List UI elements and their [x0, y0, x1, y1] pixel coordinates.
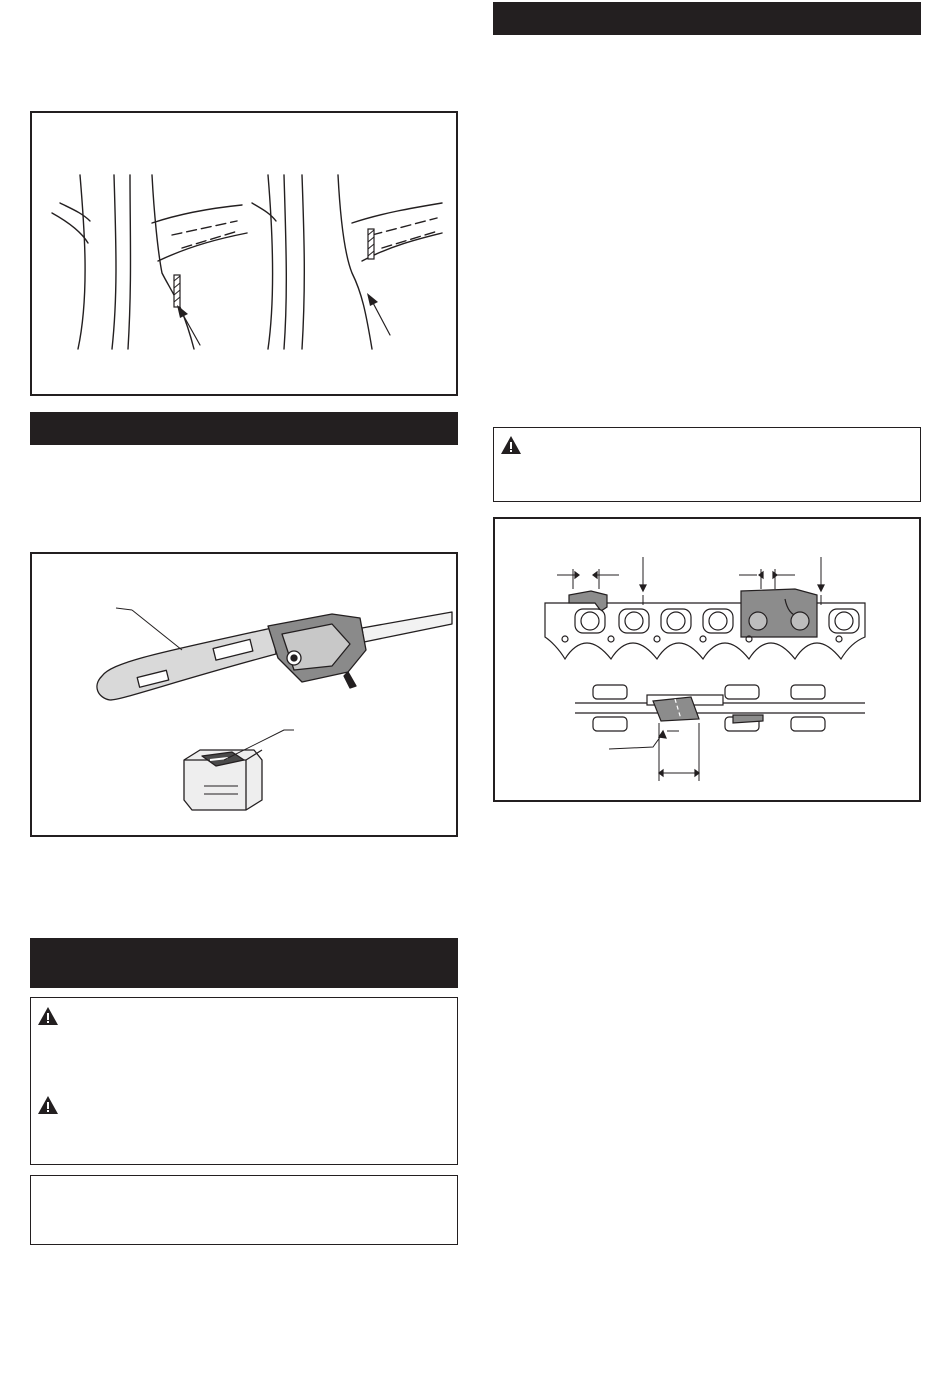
saw-chain-figure-frame: [493, 517, 921, 802]
section-header-bar: [493, 2, 921, 35]
warning-box: [30, 997, 458, 1165]
pole-shaft: [362, 612, 452, 642]
section-header-bar: [30, 938, 458, 988]
warning-triangle-icon: [500, 435, 522, 455]
cutter-large: [741, 589, 817, 637]
note-box: [30, 1175, 458, 1245]
cut-mark-right: [368, 229, 374, 259]
tree-trunk-left-outline: [78, 175, 85, 349]
pole-saw-battery-figure: [32, 554, 456, 835]
tree-branch-cut-figure: [32, 113, 456, 394]
warning-box: [493, 427, 921, 502]
tree-figure-frame: [30, 111, 458, 396]
warning-triangle-icon: [37, 1095, 59, 1115]
warning-triangle-icon: [37, 1006, 59, 1026]
section-header-bar: [30, 412, 458, 445]
saw-chain-figure: [495, 519, 919, 800]
saw-chain-top-view: [575, 685, 865, 731]
dimension-arrows: [557, 569, 619, 589]
pole-saw-figure-frame: [30, 552, 458, 837]
guide-bar-cover: [97, 628, 276, 700]
